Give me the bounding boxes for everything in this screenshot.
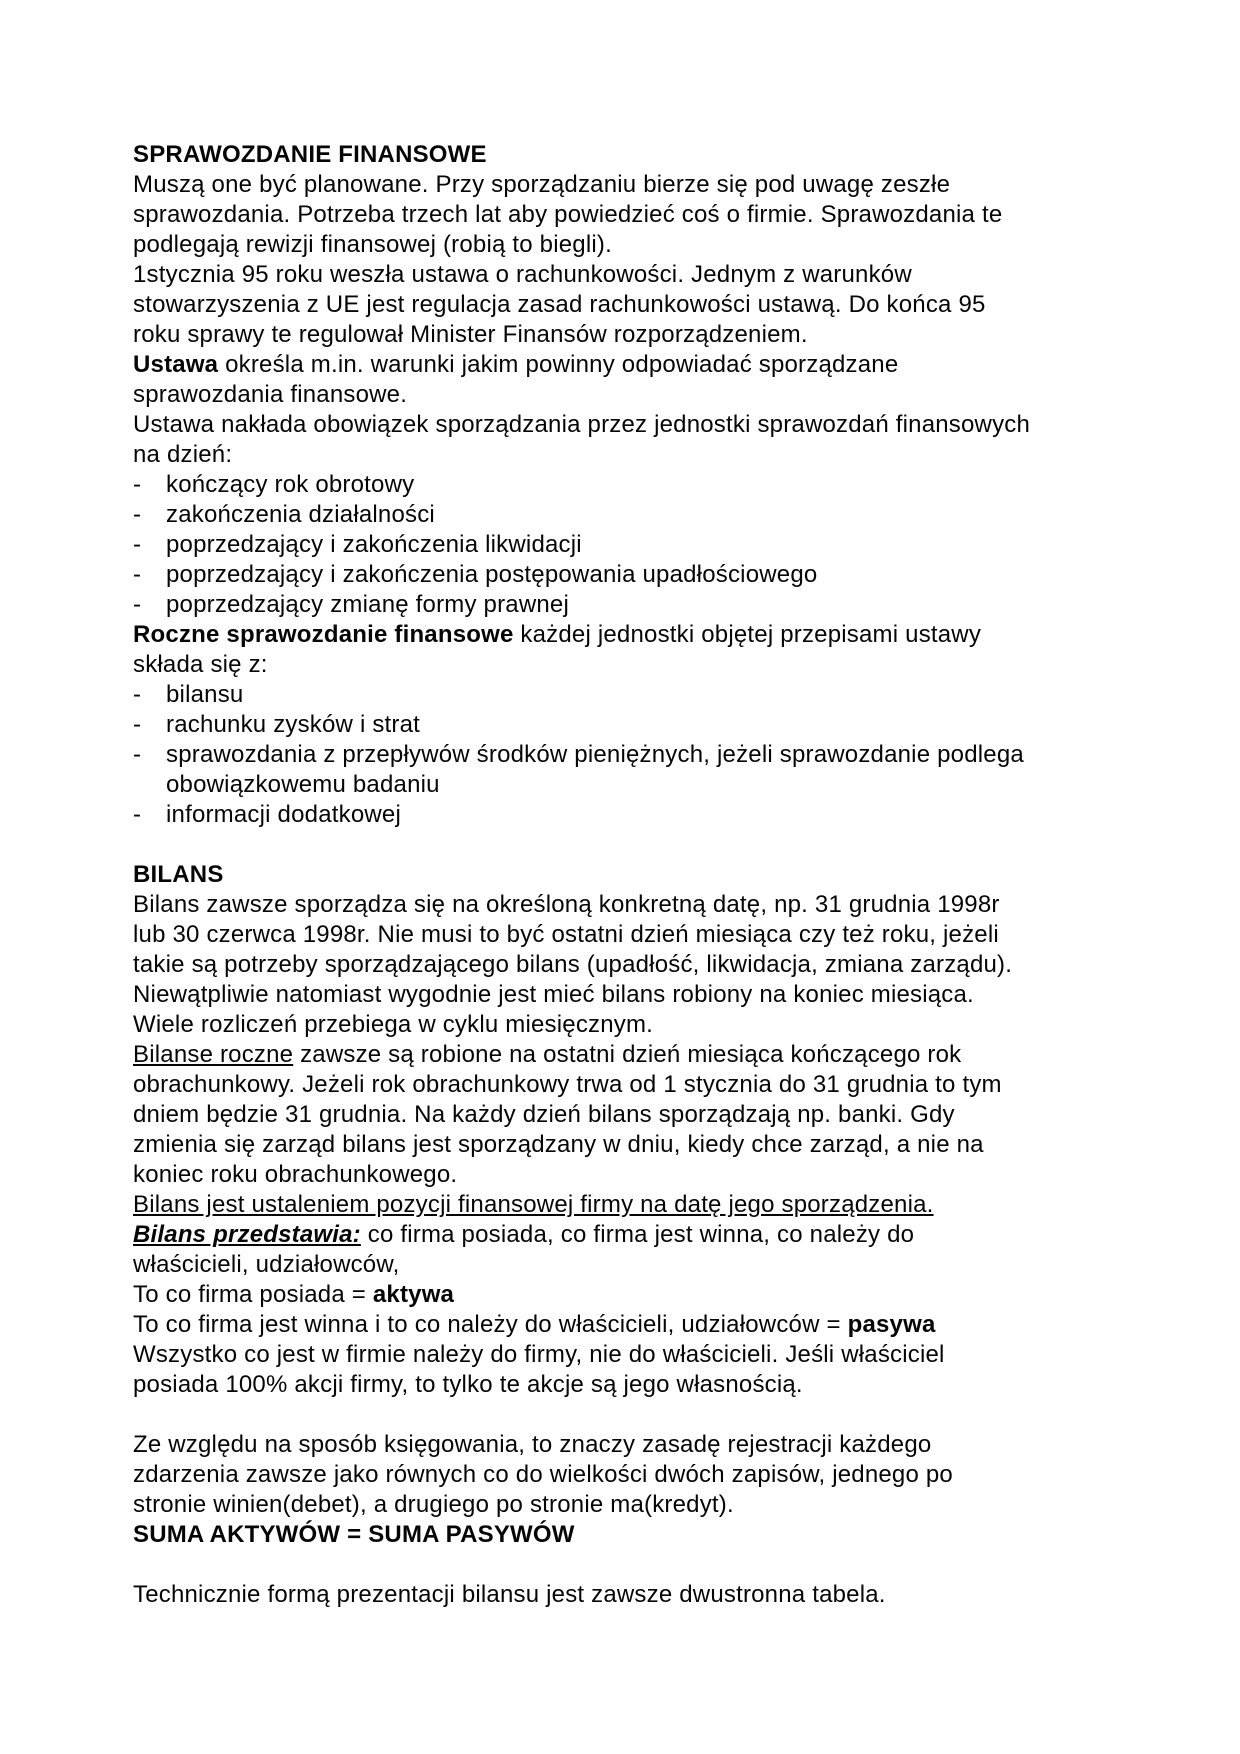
text-line xyxy=(133,1580,1138,1610)
text-line xyxy=(133,1460,1138,1490)
text-line xyxy=(133,1250,1138,1280)
text-line xyxy=(133,1010,1138,1040)
text-line xyxy=(133,1040,1138,1070)
text-run: Bilans jest ustaleniem pozycji finansowej firmy na datę jego sporządzenia. xyxy=(133,1191,934,1218)
text-run: zakończenia działalności xyxy=(166,501,435,528)
text-line xyxy=(133,1340,1138,1370)
text-line xyxy=(133,200,1138,230)
text-line xyxy=(133,920,1138,950)
text-line xyxy=(133,890,1138,920)
text-line xyxy=(133,1220,1138,1250)
text-run: 1stycznia 95 roku weszła ustawa o rachunkowości. Jednym z warunków xyxy=(133,261,912,288)
text-run: dniem będzie 31 grudnia. Na każdy dzień bilans sporządzają np. banki. Gdy xyxy=(133,1101,955,1128)
text-run: Technicznie formą prezentacji bilansu jest zawsze dwustronna tabela. xyxy=(133,1581,886,1608)
bullet-item xyxy=(133,680,1138,710)
text-line xyxy=(133,410,1138,440)
text-line xyxy=(133,770,1138,800)
text-line xyxy=(133,260,1138,290)
text-run: zmienia się zarząd bilans jest sporządzany w dniu, kiedy chce zarząd, a nie na xyxy=(133,1131,984,1158)
document-text-block xyxy=(133,140,1138,1610)
bullet-dash: - xyxy=(133,531,142,558)
section-heading-bilans xyxy=(133,860,1138,890)
text-run: posiada 100% akcji firmy, to tylko te akcje są jego własnością. xyxy=(133,1371,803,1398)
bullet-dash: - xyxy=(133,681,142,708)
text-run: To co firma jest winna i to co należy do właścicieli, udziałowców = xyxy=(133,1311,848,1338)
bullet-dash: - xyxy=(133,801,142,828)
text-run: właścicieli, udziałowców, xyxy=(133,1251,400,1278)
text-run: każdej jednostki objętej przepisami ustawy xyxy=(513,621,982,648)
text-line xyxy=(133,440,1138,470)
text-line xyxy=(133,1190,1138,1220)
text-run: koniec roku obrachunkowego. xyxy=(133,1161,458,1188)
text-run: informacji dodatkowej xyxy=(166,801,401,828)
text-run: obowiązkowemu badaniu xyxy=(166,771,440,798)
doc-title xyxy=(133,140,1138,170)
text-run: Ze względu na sposób księgowania, to znaczy zasadę rejestracji każdego xyxy=(133,1431,932,1458)
text-run: Muszą one być planowane. Przy sporządzaniu bierze się pod uwagę zeszłe xyxy=(133,171,951,198)
text-run: BILANS xyxy=(133,861,224,888)
text-run: bilansu xyxy=(166,681,244,708)
text-line xyxy=(133,1280,1138,1310)
text-run: stronie winien(debet), a drugiego po stronie ma(kredyt). xyxy=(133,1491,734,1518)
text-run: To co firma posiada = xyxy=(133,1281,373,1308)
text-line xyxy=(133,1310,1138,1340)
bullet-item xyxy=(133,800,1138,830)
text-run: lub 30 czerwca 1998r. Nie musi to być ostatni dzień miesiąca czy też roku, jeżeli xyxy=(133,921,999,948)
bullet-dash: - xyxy=(133,471,142,498)
blank-line xyxy=(133,1400,1138,1430)
text-run: określa m.in. warunki jakim powinny odpowiadać sporządzane xyxy=(218,351,899,378)
text-run: takie są potrzeby sporządzającego bilans (upadłość, likwidacja, zmiana zarządu). xyxy=(133,951,1013,978)
text-line xyxy=(133,950,1138,980)
bullet-dash: - xyxy=(133,711,142,738)
text-run: SUMA AKTYWÓW = SUMA PASYWÓW xyxy=(133,1521,575,1548)
text-line xyxy=(133,290,1138,320)
text-run: SPRAWOZDANIE FINANSOWE xyxy=(133,141,487,168)
text-run: aktywa xyxy=(372,1281,455,1308)
text-line xyxy=(133,980,1138,1010)
text-line xyxy=(133,650,1138,680)
bullet-item xyxy=(133,740,1138,770)
text-run: obrachunkowy. Jeżeli rok obrachunkowy trwa od 1 stycznia do 31 grudnia to tym xyxy=(133,1071,1002,1098)
text-run: Wszystko co jest w firmie należy do firmy, nie do właścicieli. Jeśli właściciel xyxy=(133,1341,945,1368)
text-run: Wiele rozliczeń przebiega w cyklu miesięcznym. xyxy=(133,1011,654,1038)
text-run: Bilans przedstawia: xyxy=(133,1221,361,1248)
text-line xyxy=(133,1070,1138,1100)
text-line xyxy=(133,1130,1138,1160)
bullet-dash: - xyxy=(133,591,142,618)
text-line xyxy=(133,230,1138,260)
bullet-item xyxy=(133,560,1138,590)
text-run: podlegają rewizji finansowej (robią to biegli). xyxy=(133,231,612,258)
text-run: Niewątpliwie natomiast wygodnie jest mieć bilans robiony na koniec miesiąca. xyxy=(133,981,974,1008)
text-line xyxy=(133,170,1138,200)
text-run: zawsze są robione na ostatni dzień miesiąca kończącego rok xyxy=(293,1041,962,1068)
text-run: Roczne sprawozdanie finansowe xyxy=(133,621,514,648)
text-run: Bilans zawsze sporządza się na określoną konkretną datę, np. 31 grudnia 1998r xyxy=(133,891,1000,918)
text-run: składa się z: xyxy=(133,651,268,678)
text-run: rachunku zysków i strat xyxy=(166,711,421,738)
text-run: stowarzyszenia z UE jest regulacja zasad rachunkowości ustawą. Do końca 95 xyxy=(133,291,986,318)
text-line xyxy=(133,1160,1138,1190)
text-line xyxy=(133,1100,1138,1130)
text-line xyxy=(133,350,1138,380)
text-run: poprzedzający zmianę formy prawnej xyxy=(166,591,569,618)
text-run: kończący rok obrotowy xyxy=(166,471,415,498)
text-run: Ustawa xyxy=(133,351,219,378)
bullet-dash: - xyxy=(133,561,142,588)
text-run: sprawozdania. Potrzeba trzech lat aby powiedzieć coś o firmie. Sprawozdania te xyxy=(133,201,1003,228)
text-line xyxy=(133,380,1138,410)
bullet-item xyxy=(133,530,1138,560)
text-run: pasywa xyxy=(847,1311,936,1338)
bullet-dash: - xyxy=(133,741,142,768)
blank-line xyxy=(133,1550,1138,1580)
bullet-dash: - xyxy=(133,501,142,528)
bullet-item xyxy=(133,710,1138,740)
bullet-item xyxy=(133,590,1138,620)
text-run: zdarzenia zawsze jako równych co do wielkości dwóch zapisów, jednego po xyxy=(133,1461,953,1488)
text-line xyxy=(133,1370,1138,1400)
blank-line xyxy=(133,830,1138,860)
bullet-item xyxy=(133,470,1138,500)
text-run: sprawozdania finansowe. xyxy=(133,381,408,408)
text-run: sprawozdania z przepływów środków pieniężnych, jeżeli sprawozdanie podlega xyxy=(166,741,1024,768)
text-run: roku sprawy te regulował Minister Finansów rozporządzeniem. xyxy=(133,321,808,348)
bullet-item xyxy=(133,500,1138,530)
text-line xyxy=(133,1430,1138,1460)
text-run: Ustawa nakłada obowiązek sporządzania przez jednostki sprawozdań finansowych xyxy=(133,411,1031,438)
text-line xyxy=(133,1490,1138,1520)
text-run: Bilanse roczne xyxy=(133,1041,294,1068)
text-run: na dzień: xyxy=(133,441,233,468)
text-run: poprzedzający i zakończenia postępowania upadłościowego xyxy=(166,561,818,588)
text-run: poprzedzający i zakończenia likwidacji xyxy=(166,531,582,558)
text-run: co firma posiada, co firma jest winna, co należy do xyxy=(360,1221,915,1248)
text-line xyxy=(133,620,1138,650)
section-heading-suma xyxy=(133,1520,1138,1550)
text-line xyxy=(133,320,1138,350)
